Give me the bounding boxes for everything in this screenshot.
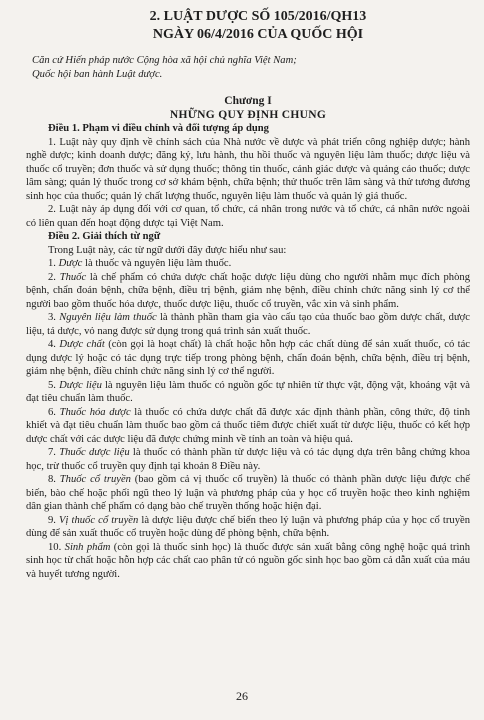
definition-text: là thành phần tham gia vào cấu tạo của thuốc bao gồm dược chất, dược liệu, tá dược, vỏ nang được sử dụng trong quá trình sản xuất thuốc. (26, 312, 470, 337)
definition-term: Thuốc (59, 271, 87, 283)
definition-text: là thuốc và nguyên liệu làm thuốc. (82, 258, 232, 269)
page-number: 26 (236, 689, 248, 703)
definition-term: Nguyên liệu làm thuốc (59, 312, 157, 323)
definition-text: (bao gồm cả vị thuốc cổ truyền) là thuốc có thành phần dược liệu được chế biến, bào chế hoặc phối ngũ theo lý luận và phương pháp của y học cổ truyền hoặc theo kinh nghiệm dân gian thành chế phẩm có dạng bào chế truyền thống hoặc hiện đại. (26, 474, 470, 512)
definition-item (26, 473, 470, 514)
definition-text: (còn gọi là hoạt chất) là chất hoặc hỗn hợp các chất dùng để sản xuất thuốc, có tác dụng dược lý hoặc có tác dụng trực tiếp trong phòng bệnh, chẩn đoán bệnh, chữa bệnh, điều trị bệnh, giảm nhẹ bệnh, điều chỉnh chức năng sinh lý cơ thể người. (26, 339, 471, 377)
definition-number: 9. (48, 514, 60, 526)
article-1-heading: Điều 1. Phạm vi điều chỉnh và đối tượng áp dụng (48, 123, 269, 134)
preamble-line-1: Căn cứ Hiến pháp nước Cộng hòa xã hội chủ nghĩa Việt Nam; (32, 55, 297, 66)
definition-number: 2. (48, 271, 60, 283)
definition-item (26, 257, 470, 271)
definition-term: Thuốc hóa dược (59, 406, 131, 418)
definition-term: Dược (58, 258, 83, 269)
definition-text: là thuốc có thành phần từ dược liệu và có tác dụng dựa trên bằng chứng khoa học, trừ thuốc cổ truyền quy định tại khoản 8 Điều này. (26, 447, 470, 472)
law-title-line-1: 2. LUẬT DƯỢC SỐ 105/2016/QH13 (149, 9, 367, 24)
definition-text: là thuốc có chứa dược chất đã được xác định thành phần, công thức, độ tinh khiết và đạt tiêu chuẩn làm thuốc bao gồm cả thuốc tiêm được chiết xuất từ dược liệu, thuốc có kết hợp dược chất với các dược liệu đã được chứng minh về tính an toàn và hiệu quả. (26, 406, 471, 445)
article-2-intro: Trong Luật này, các từ ngữ dưới đây được hiểu như sau: (48, 244, 287, 256)
law-title (46, 8, 470, 44)
chapter-number: Chương I (224, 95, 272, 107)
article-2-heading: Điều 2. Giải thích từ ngữ (48, 231, 161, 242)
chapter-name: NHỮNG QUY ĐỊNH CHUNG (169, 108, 327, 121)
definition-item (26, 311, 470, 338)
definition-term: Dược chất (59, 339, 105, 350)
definition-number: 1. (48, 258, 59, 269)
definition-item (26, 338, 470, 379)
definition-number: 3. (48, 312, 60, 323)
definition-text: (còn gọi là thuốc sinh học) là thuốc được sản xuất bằng công nghệ hoặc quá trình sinh học từ chất hoặc hỗn hợp các chất cao phân tử có nguồn gốc sinh học bao gồm cả dẫn xuất của máu và huyết tương người. (26, 541, 471, 580)
definitions-list (26, 257, 470, 581)
definition-term: Sinh phẩm (64, 541, 111, 553)
definition-number: 7. (48, 447, 60, 458)
law-title-line-2: NGÀY 06/4/2016 CỦA QUỐC HỘI (152, 27, 364, 42)
definition-item (26, 271, 470, 312)
definition-item (26, 541, 470, 582)
definition-term: Thuốc cổ truyền (59, 474, 131, 485)
definition-item (26, 446, 470, 473)
article-1-clause-2: 2. Luật này áp dụng đối với cơ quan, tổ chức, cá nhân trong nước và tổ chức, cá nhân nước ngoài có liên quan đến hoạt động dược tại Việt Nam. (26, 204, 470, 229)
definition-text: là chế phẩm có chứa dược chất hoặc dược liệu dùng cho người nhằm mục đích phòng bệnh, chẩn đoán bệnh, chữa bệnh, điều trị bệnh, giảm nhẹ bệnh, điều chỉnh chức năng sinh lý cơ thể người bao gồm thuốc hóa dược, thuốc dược liệu, thuốc cổ truyền, vắc xin và sinh phẩm. (26, 271, 470, 310)
definition-text: là dược liệu được chế biến theo lý luận và phương pháp của y học cổ truyền dùng để sản xuất thuốc cổ truyền hoặc dùng để phòng bệnh, chữa bệnh. (26, 514, 470, 539)
definition-number: 8. (48, 474, 60, 485)
definition-number: 5. (48, 379, 60, 391)
article-1-clause-1: 1. Luật này quy định về chính sách của Nhà nước về dược và phát triển công nghiệp dược; hành nghề dược; kinh doanh dược; đăng ký, lưu hành, thu hồi thuốc và nguyên liệu làm thuốc; dược liệu và thuốc cổ truyền; đơn thuốc và sử dụng thuốc; thông tin thuốc, cảnh giác dược và quảng cáo thuốc; dược lâm sàng; quản lý thuốc trong cơ sở khám bệnh, chữa bệnh; thử thuốc trên lâm sàng và thử tương đương sinh học của thuốc; quản lý chất lượng thuốc, nguyên liệu làm thuốc và quản lý giá thuốc. (26, 136, 470, 202)
definition-number: 6. (48, 406, 60, 418)
definition-term: Dược liệu (59, 379, 102, 391)
definition-number: 4. (48, 339, 60, 350)
definition-item (26, 406, 470, 447)
preamble (26, 54, 470, 81)
definition-item (26, 379, 470, 406)
definition-number: 10. (48, 541, 65, 553)
definition-term: Vị thuốc cổ truyền (59, 514, 139, 526)
definition-term: Thuốc dược liệu (59, 447, 130, 458)
preamble-line-2: Quốc hội ban hành Luật dược. (32, 68, 163, 80)
definition-text: là nguyên liệu làm thuốc có nguồn gốc tự nhiên từ thực vật, động vật, khoáng vật và đạt tiêu chuẩn làm thuốc. (26, 379, 471, 404)
definition-item (26, 514, 470, 541)
